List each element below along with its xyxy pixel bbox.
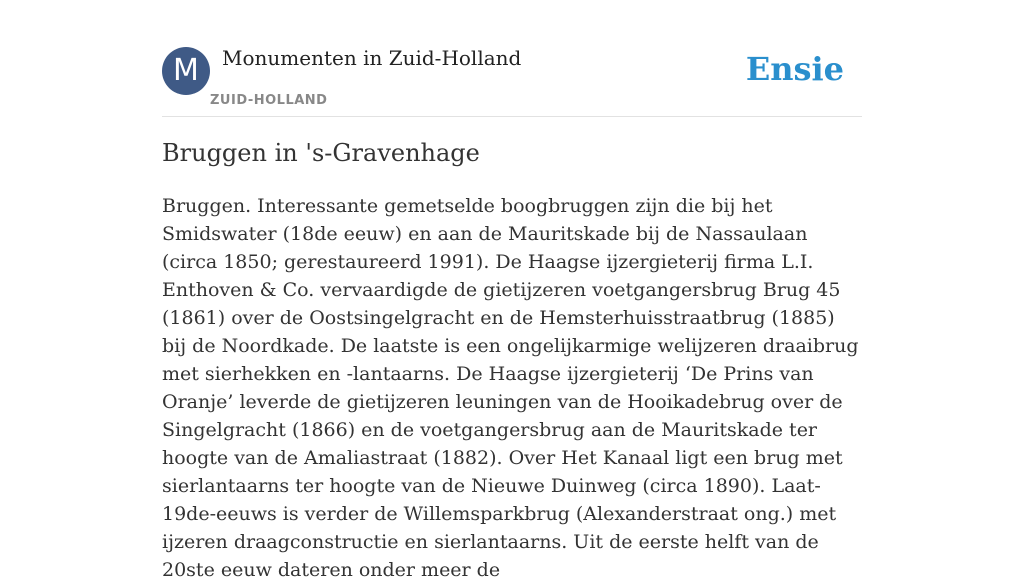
article-title: Bruggen in 's-Gravenhage — [162, 139, 480, 167]
article-body: Bruggen. Interessante gemetselde boogbruggen zijn die bij het Smidswater (18de eeuw) en aan de Mauritskade bij de Nassaulaan (circa 1850; gerestaureerd 1991). De Haagse ijzergieterij firma L.I. Enthoven & Co. vervaardigde de gietijzeren voetgangersbrug Brug 45 (1861) over de Oostsingelgracht en de Hemsterhuisstraatbrug (1885) bij de Noordkade. De laatste is een ongelijkarmige welijzeren draaibrug met sierhekken en -lantaarns. De Haagse ijzergieterij ‘De Prins van Oranje’ leverde de gietijzeren leuningen van de Hooikadebrug over de Singelgracht (1866) en de voetgangersbrug aan de Mauritskade ter hoogte van de Amaliastraat (1882). Over Het Kanaal ligt een brug met sierlantaarns ter hoogte van de Nieuwe Duinweg (circa 1890). Laat-19de-eeuws is verder de Willemsparkbrug (Alexanderstraat ong.) met ijzeren draagconstructie en sierlantaarns. Uit de eerste helft van de 20ste eeuw dateren onder meer de — [162, 195, 859, 581]
region-link[interactable]: ZUID-HOLLAND — [210, 93, 328, 108]
avatar[interactable]: M — [162, 47, 210, 95]
site-title[interactable]: Monumenten in Zuid-Holland — [222, 46, 522, 70]
site-header — [162, 46, 862, 117]
brand-logo[interactable]: Ensie — [745, 50, 844, 88]
